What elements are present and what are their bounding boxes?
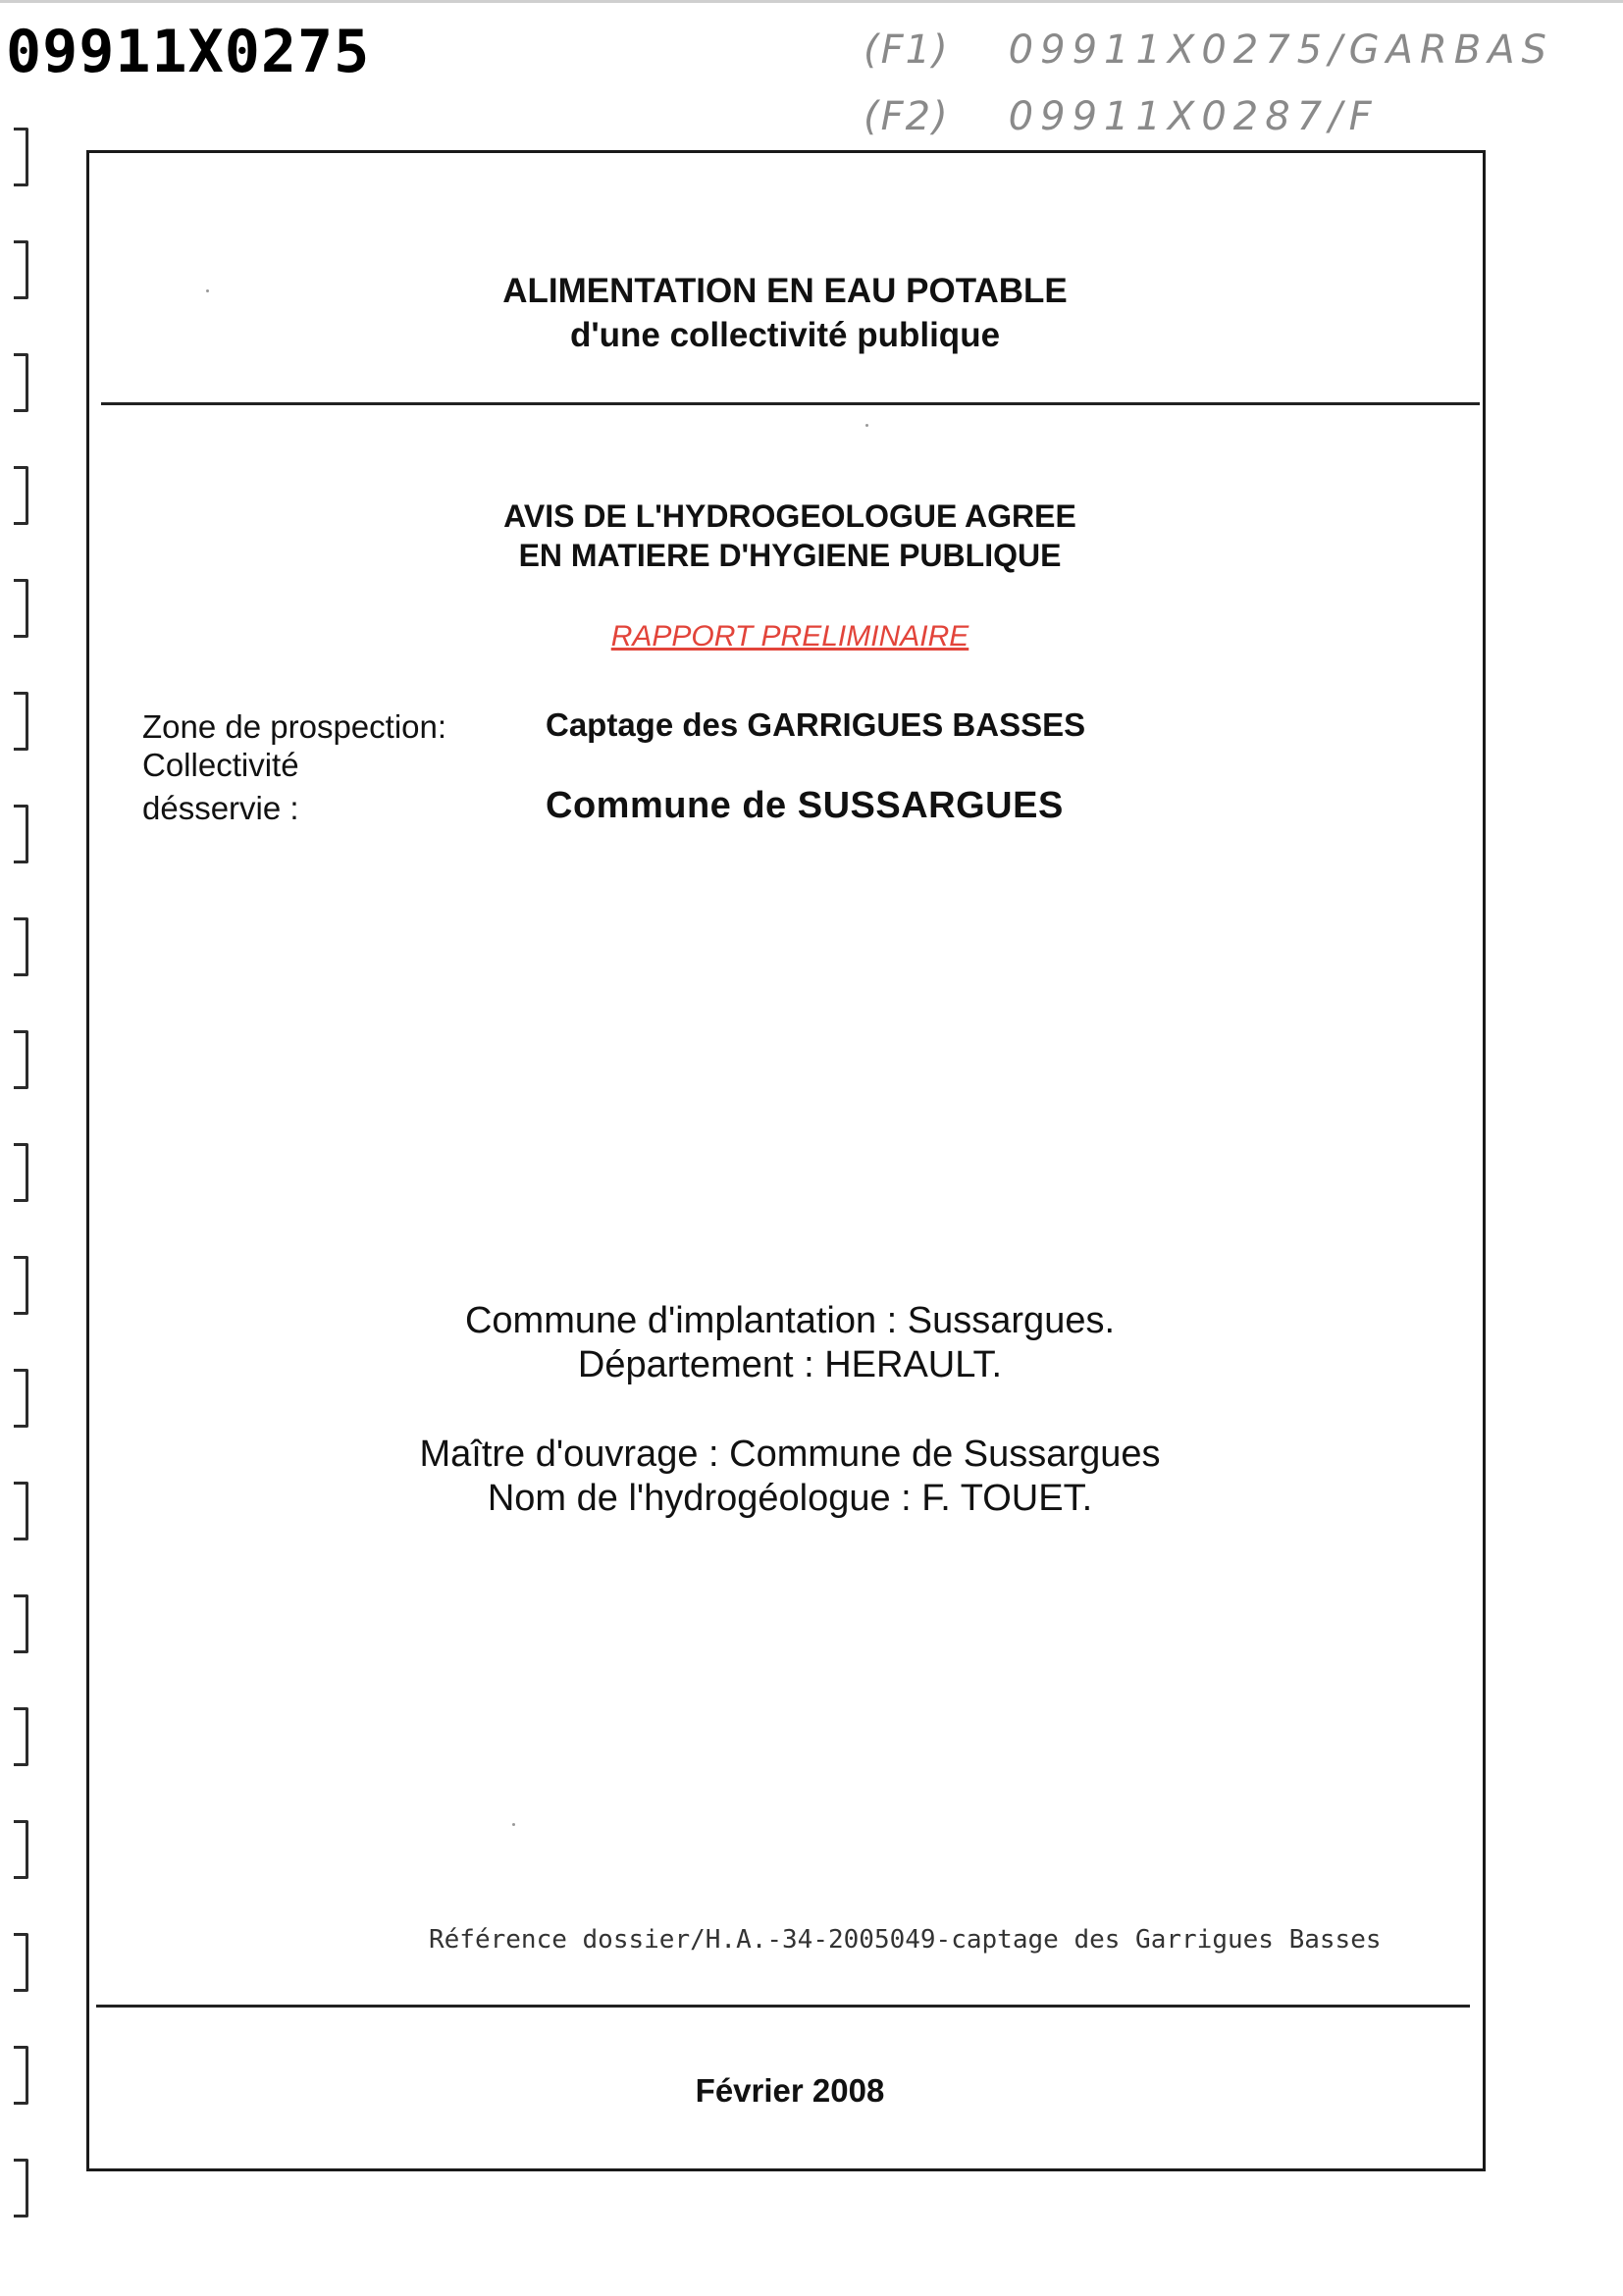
report-status: RAPPORT PRELIMINAIRE [610, 620, 969, 652]
document-id: 09911X0275 [6, 18, 371, 86]
binding-hole [14, 240, 28, 299]
binding-hole [14, 805, 28, 863]
binding-hole [14, 1594, 28, 1653]
commune-implantation: Commune d'implantation : Sussargues. [464, 1300, 1116, 1341]
collectivite-value: Commune de SUSSARGUES [546, 785, 1064, 826]
binding-hole [14, 2159, 28, 2218]
binding-hole [14, 1933, 28, 1992]
scan-speck [206, 289, 209, 292]
binding-holes [0, 128, 39, 2247]
scan-speck [865, 424, 868, 427]
binding-hole [14, 466, 28, 525]
binding-hole [14, 1707, 28, 1766]
binding-hole [14, 1369, 28, 1428]
departement: Département : HERAULT. [577, 1344, 1003, 1385]
divider-bottom [96, 2005, 1470, 2008]
handwritten-note-f1 [864, 27, 1553, 73]
maitre-ouvrage: Maître d'ouvrage : Commune de Sussargues [419, 1434, 1161, 1475]
binding-hole [14, 579, 28, 638]
document-date: Février 2008 [695, 2072, 885, 2109]
zone-label: Zone de prospection: [142, 708, 447, 745]
scan-top-edge [0, 0, 1623, 3]
binding-hole [14, 128, 28, 186]
zone-value: Captage des GARRIGUES BASSES [546, 706, 1086, 743]
divider-top [101, 402, 1480, 405]
binding-hole [14, 1030, 28, 1089]
scan-speck [512, 1823, 515, 1826]
avis-line-2: EN MATIERE D'HYGIENE PUBLIQUE [518, 538, 1062, 573]
binding-hole [14, 2046, 28, 2105]
binding-hole [14, 1143, 28, 1202]
hydrogeologue-name: Nom de l'hydrogéologue : F. TOUET. [487, 1478, 1093, 1519]
binding-hole [14, 917, 28, 976]
binding-hole [14, 1820, 28, 1879]
title-line-1: ALIMENTATION EN EAU POTABLE [502, 272, 1068, 310]
title-line-2: d'une collectivité publique [569, 316, 1001, 354]
cover-frame [86, 150, 1486, 2171]
handwritten-tag: (F1) [864, 27, 950, 73]
dossier-reference: Référence dossier/H.A.-34-2005049-captage des Garrigues Basses [429, 1925, 1382, 1955]
handwritten-note-f2 [864, 94, 1379, 139]
binding-hole [14, 353, 28, 412]
handwritten-tag: (F2) [864, 94, 950, 139]
binding-hole [14, 692, 28, 751]
handwritten-text: 09911X0287/F [1008, 94, 1379, 139]
handwritten-text: 09911X0275/GARBAS [1008, 27, 1553, 73]
avis-line-1: AVIS DE L'HYDROGEOLOGUE AGREE [503, 498, 1076, 534]
collectivite-label-2: désservie : [142, 790, 299, 826]
binding-hole [14, 1256, 28, 1315]
collectivite-label-1: Collectivité [142, 747, 299, 783]
binding-hole [14, 1482, 28, 1540]
